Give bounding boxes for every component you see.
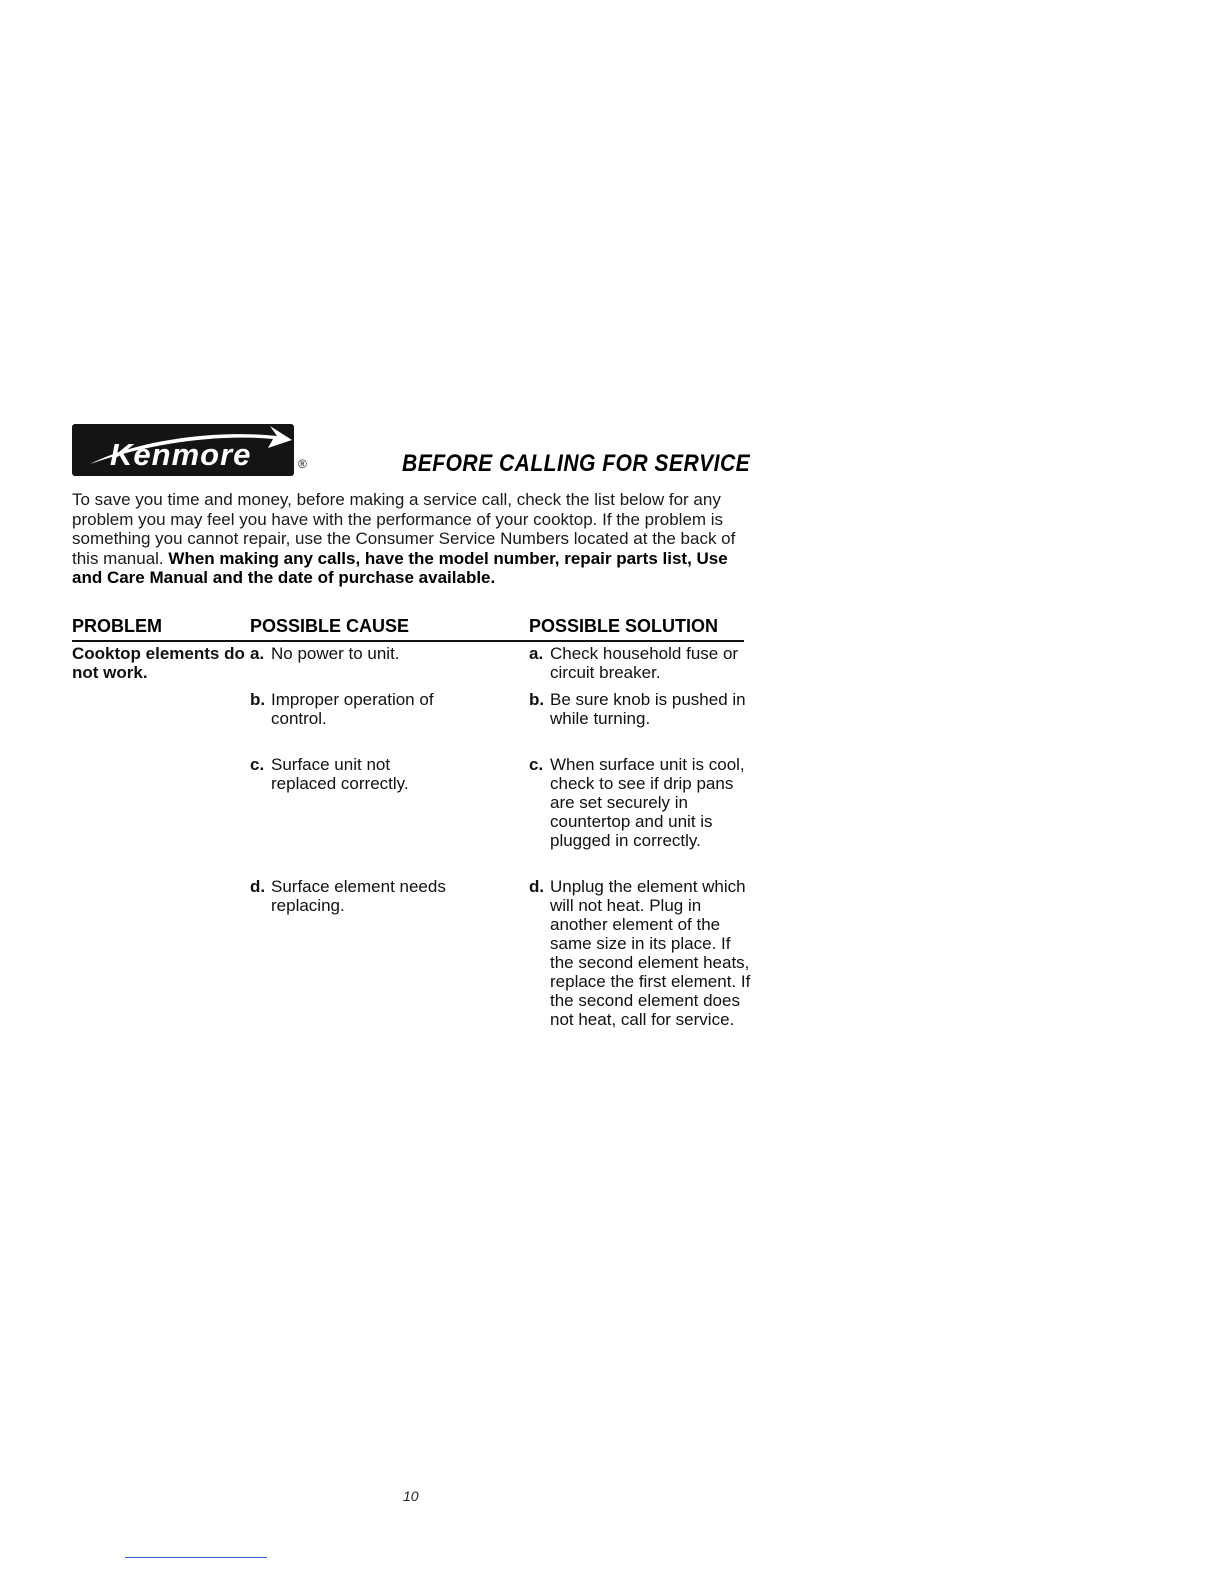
cause-text: Surface unit not replaced correctly. [271,755,409,793]
page-title: BEFORE CALLING FOR SERVICE [402,450,751,477]
kenmore-logo [72,424,294,476]
solution-item-b [529,690,754,728]
solution-text: Unplug the element which will not heat. Plug in another element of the same size in its place. If the second element heats, replace the first element. If the second element does not heat, call for service. [550,877,751,1029]
solution-item-c [529,755,754,850]
intro-bold-text: When making any calls, have the model number, repair parts list, Use and Care Manual and the date of purchase available. [72,548,728,587]
solution-text: Check household fuse or circuit breaker. [550,644,739,682]
cause-item-b [250,690,450,728]
table-header-rule [72,640,744,642]
page-number: 10 [403,1488,419,1504]
cause-text: Improper operation of control. [271,690,434,728]
cause-text: No power to unit. [271,644,400,663]
solution-letter: d. [529,877,545,896]
solution-letter: b. [529,690,545,709]
cause-item-d [250,877,450,915]
intro-text: To save you time and money, before making a service call, check the list below for any problem you may feel you have with the performance of your cooktop. If the problem is something you cannot repair, use the Consumer Service Numbers located at the back of this manual. [72,490,736,568]
registered-mark: ® [298,457,307,471]
page-header [72,424,752,476]
cause-text: Surface element needs replacing. [271,877,446,915]
solution-text: When surface unit is cool, check to see if drip pans are set securely in countertop and unit is plugged in correctly. [550,755,745,850]
header-problem: PROBLEM [72,616,162,636]
cause-letter: a. [250,644,265,663]
solution-item-a [529,644,754,682]
solution-text: Be sure knob is pushed in while turning. [550,690,746,728]
intro-paragraph [72,490,762,588]
solution-item-d [529,877,754,1029]
footer-link-underline [125,1557,267,1558]
cause-letter: d. [250,877,266,896]
cause-letter: c. [250,755,265,774]
solution-letter: a. [529,644,544,663]
cause-item-c [250,755,450,793]
logo-wordmark: Kenmore [110,437,252,472]
problem-text: Cooktop elements do not work. [72,644,245,682]
solution-letter: c. [529,755,544,774]
header-possible-cause: POSSIBLE CAUSE [250,616,410,636]
header-possible-solution: POSSIBLE SOLUTION [529,616,719,636]
cause-item-a [250,644,450,663]
cause-letter: b. [250,690,266,709]
